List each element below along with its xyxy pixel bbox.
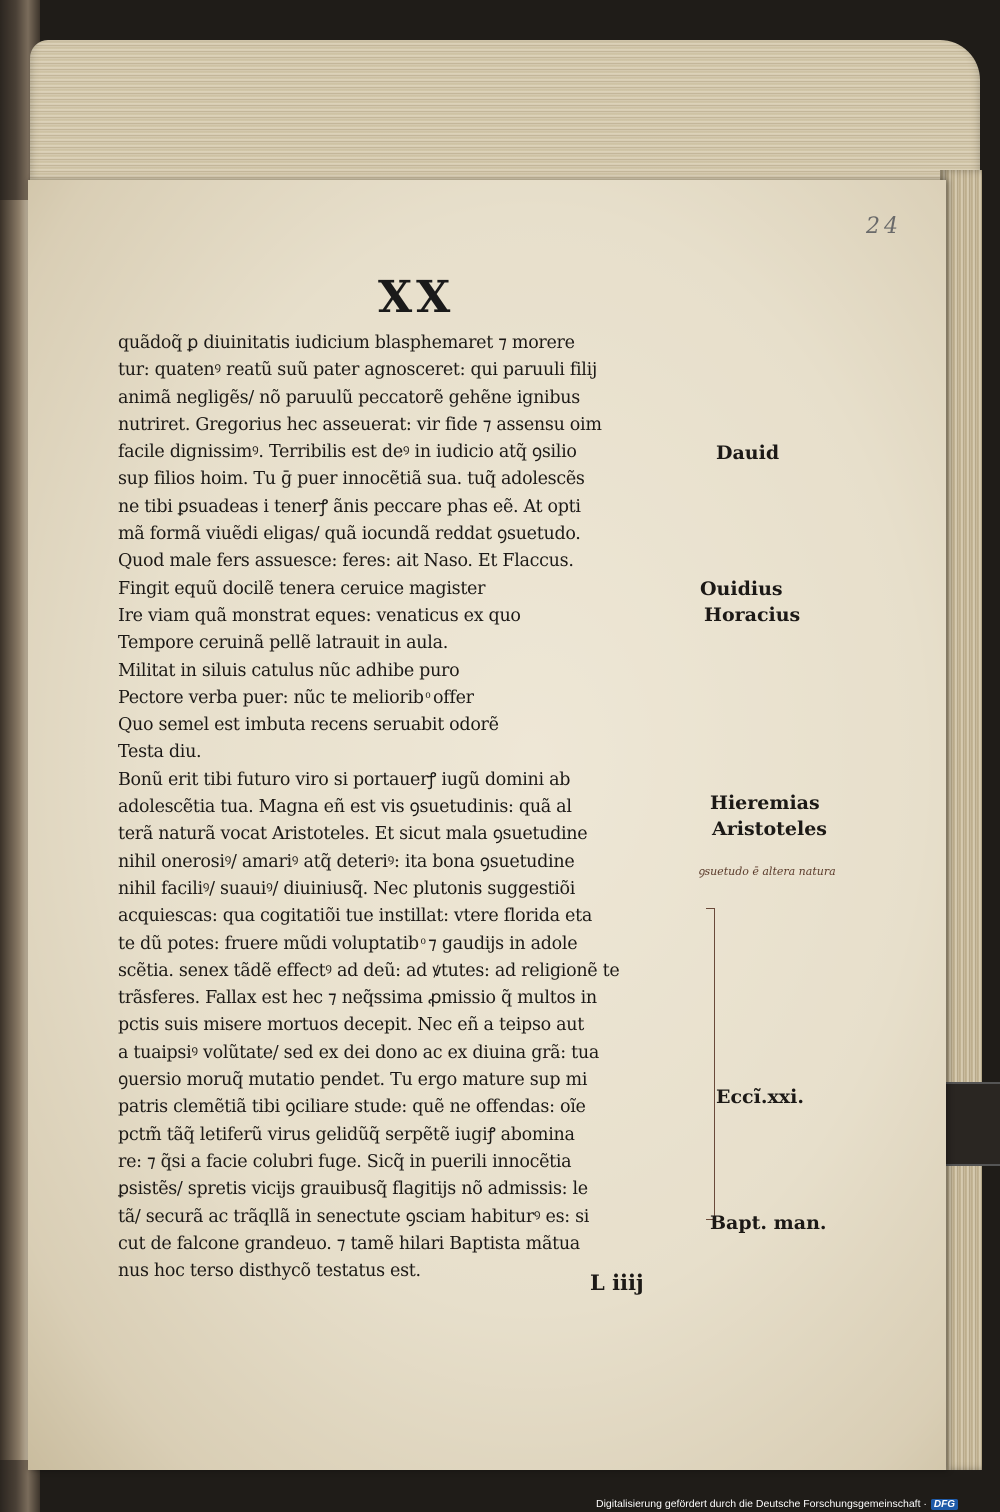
text-line: sup filios hoim. Tu ḡ puer innocẽtiã sua. tuq̃ adolescẽs xyxy=(118,469,585,490)
text-line: Fingit equũ docilẽ tenera ceruice magister xyxy=(118,578,486,599)
text-line: nus hoc terso disthycõ testatus est. xyxy=(118,1261,421,1282)
text-line: cut de falcone grandeuo. ⁊ tamẽ hilari Baptista mãtua xyxy=(118,1233,580,1254)
margin-note-baptista-mantuanus: Bapt. man. xyxy=(710,1212,827,1234)
dfg-logo: DFG xyxy=(931,1499,958,1510)
text-line: ꝯuersio moruq̃ mutatio pendet. Tu ergo mature sup mi xyxy=(118,1070,588,1091)
text-line: tã/ securã ac trãqllã in senectute ꝯsciam habiturꝰ es: si xyxy=(118,1206,590,1227)
text-line: trãsferes. Fallax est hec ⁊ neq̃ssima ꝓmissio q̃ multos in xyxy=(118,988,597,1009)
text-line: tur: quatenꝰ reatũ suũ pater agnosceret: qui paruuli filij xyxy=(118,360,598,381)
signature-mark: L iiij xyxy=(590,1270,644,1295)
text-line: terã naturã vocat Aristoteles. Et sicut mala ꝯsuetudine xyxy=(118,824,588,845)
margin-note-ovidius: Ouidius xyxy=(700,578,783,600)
text-line: quãdoq̃ ꝑ diuinitatis iudicium blasphemaret ⁊ morere xyxy=(118,333,575,353)
text-line: Quo semel est imbuta recens seruabit odorẽ xyxy=(118,715,499,736)
footer-credit-text: Digitalisierung gefördert durch die Deutsche Forschungsgemeinschaft · xyxy=(596,1498,927,1510)
text-line: Militat in siluis catulus nũc adhibe puro xyxy=(118,660,460,681)
margin-note-horatius: Horacius xyxy=(704,604,801,626)
text-line: Pectore verba puer: nũc te meliorib ͦ offer xyxy=(118,687,474,708)
text-line: ne tibi ꝑsuadeas i tenerꝭ ãnis peccare phas eẽ. At opti xyxy=(118,496,581,517)
text-line: nihil onerosiꝰ/ amariꝰ atq̃ deteriꝰ: ita bona ꝯsuetudine xyxy=(118,851,575,872)
text-line: te dũ potes: fruere mũdi voluptatib ͦ ⁊ gaudijs in adole xyxy=(118,933,578,954)
text-line: nutriret. Gregorius hec asseuerat: vir fide ⁊ assensu oim xyxy=(118,414,602,435)
main-text-block xyxy=(118,330,718,1285)
text-line: Quod male fers assuesce: feres: ait Naso. Et Flaccus. xyxy=(118,551,574,572)
text-line: pctm̃ tãq̃ letiferũ virus gelidũq̃ serpẽtẽ iugiꝭ abomina xyxy=(118,1124,575,1145)
text-line: re: ⁊ q̃si a facie colubri fuge. Sicq̃ in puerili innocẽtia xyxy=(118,1151,572,1172)
text-line: Tempore ceruinã pellẽ latrauit in aula. xyxy=(118,633,448,654)
margin-note-hieremias: Hieremias xyxy=(710,792,820,814)
handwritten-marginal-note: ꝯsuetudo ē altera natura xyxy=(698,865,836,878)
text-line: scẽtia. senex tãdẽ effectꝰ ad deũ: ad ꝟtutes: ad religionẽ te xyxy=(118,960,620,981)
text-line: patris clemẽtiã tibi ꝯciliare stude: quẽ ne offendas: oĩe xyxy=(118,1097,586,1118)
margin-note-ecclesiasticus: Eccĩ.xxi. xyxy=(716,1086,804,1108)
margin-note-david: Dauid xyxy=(716,442,780,464)
text-line: Bonũ erit tibi futuro viro si portauerꝭ iugũ domini ab xyxy=(118,769,571,790)
text-line: acquiescas: qua cogitatiõi tue instillat: vtere florida eta xyxy=(118,906,592,927)
text-line: mã formã viuẽdi eligas/ quã iocundã reddat ꝯsuetudo. xyxy=(118,524,581,545)
footer-bar xyxy=(596,1496,958,1512)
text-line: Testa diu. xyxy=(118,742,202,763)
text-line: adolescẽtia tua. Magna eñ est vis ꝯsuetudinis: quã al xyxy=(118,797,572,818)
handwritten-bracket xyxy=(706,908,715,1220)
book-page xyxy=(28,180,946,1470)
chapter-heading: XX xyxy=(378,272,455,323)
text-line: nihil faciliꝰ/ suauiꝰ/ diuiniusq̃. Nec plutonis suggestiõi xyxy=(118,878,576,899)
book-fore-edge xyxy=(940,170,982,1470)
margin-note-aristoteles: Aristoteles xyxy=(712,818,827,840)
text-line: Ire viam quã monstrat eques: venaticus ex quo xyxy=(118,605,521,626)
text-line: ꝑsistẽs/ spretis vicijs grauibusq̃ flagitijs nõ admissis: le xyxy=(118,1179,588,1200)
text-line: animã negligẽs/ nõ paruulũ peccatorẽ gehẽne ignibus xyxy=(118,387,580,408)
text-line: a tuaipsiꝰ volũtate/ sed ex dei dono ac ex diuina grã: tua xyxy=(118,1042,599,1063)
folio-number: 24 xyxy=(866,214,902,239)
text-line: pctis suis misere mortuos decepit. Nec eñ a teipso aut xyxy=(118,1015,584,1036)
text-line: facile dignissimꝰ. Terribilis est deꝰ in iudicio atq̃ ꝯsilio xyxy=(118,442,577,463)
